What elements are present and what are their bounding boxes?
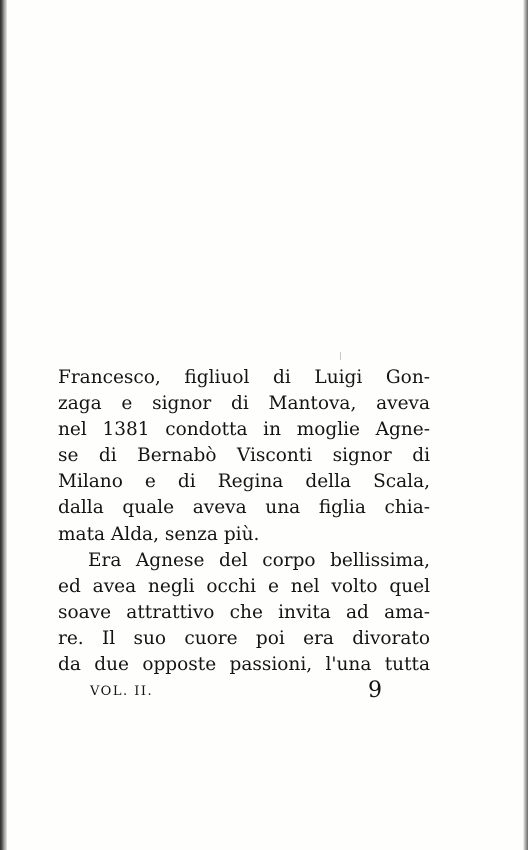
text-line: ed avea negli occhi e nel volto quel [58, 575, 430, 597]
text-line: nel 1381 condotta in moglie Agne- [58, 419, 430, 441]
text-line: Francesco, figliuol di Luigi Gon- [58, 367, 430, 388]
text-line: da due opposte passioni, l'una tutta [58, 654, 430, 676]
text-line: se di Bernabò Visconti signor di [58, 445, 430, 467]
page-right-edge [523, 0, 528, 850]
text-line: soave attrattivo che invita ad ama- [58, 601, 430, 623]
text-line: Era Agnese del corpo bellissima, [88, 549, 430, 571]
body-text [58, 365, 430, 678]
text-line: dalla quale aveva una figlia chia- [58, 497, 430, 519]
text-line: Milano e di Regina della Scala, [58, 471, 430, 493]
text-line: re. Il suo cuore poi era divorato [58, 627, 430, 649]
text-line: zaga e signor di Mantova, aveva [58, 393, 430, 415]
volume-signature: VOL. II. [90, 684, 154, 699]
paper-mark [340, 352, 345, 360]
page-number: 9 [368, 678, 382, 703]
text-line: mata Alda, senza più. [58, 523, 260, 545]
page-left-edge [0, 0, 7, 850]
